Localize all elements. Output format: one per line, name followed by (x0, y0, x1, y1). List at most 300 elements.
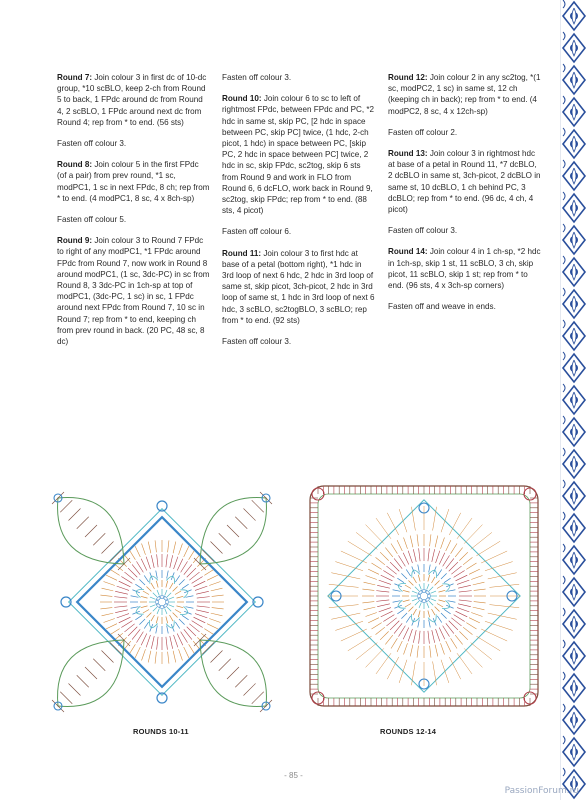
stitch-symbol (435, 645, 438, 657)
instruction-paragraph (388, 225, 541, 236)
stitch-symbol (182, 584, 189, 588)
crochet-diagram-rounds-10-11 (50, 490, 275, 715)
stitch-symbol (458, 585, 471, 588)
petal-stitch (93, 533, 105, 545)
border-tile-curl (563, 32, 565, 40)
stitch-symbol (446, 641, 451, 652)
stitch-symbol (459, 591, 472, 592)
stitch-symbol (179, 543, 183, 554)
stitch-symbol (364, 582, 376, 585)
stitch-symbol (405, 585, 411, 589)
instruction-paragraph (222, 248, 375, 326)
stitch-symbol (196, 591, 209, 594)
stitch-symbol (181, 561, 188, 572)
stitch-symbol (181, 632, 188, 643)
round-heading: Round 8: (57, 160, 93, 170)
stitch-symbol (413, 609, 417, 615)
fan-stitch (489, 584, 519, 587)
fan-stitch (464, 648, 482, 667)
stitch-symbol (195, 614, 207, 618)
stitch-symbol (150, 605, 156, 607)
diagram-caption-right: ROUNDS 12-14 (380, 727, 437, 736)
stitch-symbol (412, 591, 418, 593)
stitch-symbol (438, 590, 445, 592)
stitch-symbol (143, 610, 149, 614)
fan-stitch (481, 629, 507, 641)
petal-stitch (227, 525, 239, 537)
stitch-symbol (146, 586, 151, 591)
stitch-symbol (168, 652, 169, 664)
stitch-symbol (397, 540, 402, 551)
stitch-symbol (419, 602, 421, 608)
border-tile-petal (572, 712, 576, 728)
stitch-symbol (413, 549, 416, 562)
stitch-symbol (175, 575, 179, 582)
stitch-symbol (102, 613, 114, 616)
petal-stitch (235, 517, 247, 529)
border-tile-petal (572, 328, 576, 344)
stitch-symbol (173, 586, 178, 591)
stitch-symbol (103, 582, 114, 586)
stitch-symbol (437, 616, 441, 623)
stitch-symbol (186, 607, 194, 609)
stitch-symbol (432, 577, 436, 583)
petal-arc (166, 576, 174, 584)
border-tile-petal (572, 72, 576, 88)
border-tile-petal (572, 680, 576, 696)
stitch-symbol (418, 610, 420, 617)
stitch-symbol (444, 609, 451, 613)
fan-stitch (485, 621, 513, 630)
petal-stitch (252, 500, 264, 512)
stitch-symbol (404, 537, 408, 548)
border-tile-curl (563, 384, 565, 392)
border-tile-petal (572, 648, 576, 664)
fan-stitch (329, 605, 359, 608)
stitch-symbol (151, 636, 154, 649)
stitch-symbol (412, 599, 418, 601)
corner-petal (200, 498, 266, 564)
round-heading: Round 12: (388, 73, 428, 82)
stitch-symbol (196, 610, 209, 613)
stitch-symbol (377, 585, 390, 588)
stitch-symbol (413, 577, 417, 583)
petal-arc (136, 590, 144, 598)
stitch-symbol (167, 571, 169, 579)
petal-arc (428, 570, 436, 578)
stitch-symbol (391, 638, 397, 648)
stitch-symbol (146, 635, 150, 647)
stitch-symbol (437, 604, 443, 608)
stitch-symbol (141, 634, 147, 646)
stitch-symbol (135, 546, 140, 557)
stitch-symbol (166, 616, 168, 623)
stitch-symbol (103, 619, 114, 623)
border-tile-petal (572, 584, 576, 600)
fan-stitch (366, 648, 384, 667)
stitch-symbol (115, 591, 128, 594)
stitch-symbol (410, 645, 413, 657)
stitch-symbol (365, 576, 376, 580)
fan-stitch (441, 509, 449, 532)
fan-stitch (399, 509, 407, 532)
stitch-symbol (177, 559, 183, 571)
page-number: - 85 - (284, 771, 303, 780)
stitch-symbol (141, 596, 148, 598)
border-tile-petal (572, 552, 576, 568)
petal-stitch (77, 517, 89, 529)
stitch-symbol (195, 586, 207, 590)
stitch-symbol (455, 635, 462, 644)
petal-arc (442, 600, 450, 608)
round-text: Join colour 5 in the first FPdc (of a pair) from prev round, *1 sc, modPC1, 1 sc in next FPdc, 8 ch; rep from * to end. (4 modPC1, 8 sc, 4 x 8ch-sp) (57, 160, 210, 203)
stitch-symbol (418, 575, 420, 582)
fan-stitch (387, 513, 398, 535)
stitch-symbol (150, 597, 156, 599)
stitch-symbol (100, 595, 112, 596)
stitch-symbol (135, 584, 142, 588)
round-text: Fasten off colour 3. (388, 226, 458, 236)
petal-arc (412, 614, 420, 622)
stitch-symbol (184, 546, 189, 557)
instruction-paragraph (222, 336, 375, 347)
border-tile-petal (572, 360, 576, 376)
stitch-symbol (115, 610, 128, 613)
round-text: Fasten off colour 6. (222, 227, 292, 237)
round-heading: Round 13: (388, 149, 428, 159)
border-tile-petal (572, 424, 576, 440)
stitch-symbol (415, 587, 419, 591)
petal-stitch (252, 692, 264, 704)
instruction-paragraph (57, 235, 210, 347)
stitch-symbol (211, 613, 223, 616)
stitch-symbol (173, 651, 176, 663)
stitch-symbol (100, 608, 112, 609)
stitch-symbol (419, 584, 421, 590)
stitch-symbol (192, 621, 203, 628)
border-tile-petal (572, 616, 576, 632)
stitch-symbol (114, 597, 127, 598)
stitch-symbol (182, 615, 189, 619)
diagram-caption-left: ROUNDS 10-11 (133, 727, 189, 736)
stitch-symbol (393, 590, 401, 592)
stitch-symbol (156, 616, 158, 623)
stitch-symbol (463, 557, 472, 564)
round-text: Fasten off colour 3. (222, 73, 292, 82)
stitch-symbol (167, 626, 169, 634)
stitch-symbol (466, 623, 476, 629)
petal-stitch (102, 651, 114, 663)
stitch-symbol (401, 573, 407, 579)
stitch-symbol (417, 534, 418, 546)
stitch-symbol (404, 643, 408, 654)
stitch-symbol (443, 555, 450, 566)
stitch-symbol (212, 608, 224, 609)
corner-petal (58, 640, 124, 706)
stitch-symbol (175, 610, 181, 614)
stitch-symbol (408, 551, 412, 563)
stitch-symbol (146, 557, 150, 569)
border-tile-curl (563, 288, 565, 296)
petal-stitch (227, 667, 239, 679)
stitch-symbol (459, 631, 467, 639)
stitch-symbol (441, 613, 447, 619)
stitch-symbol (142, 543, 146, 554)
stitch-symbol (429, 565, 431, 573)
stitch-symbol (435, 580, 440, 585)
stitch-symbol (455, 548, 462, 557)
stitch-symbol (456, 611, 468, 617)
stitch-symbol (173, 542, 176, 554)
stitch-symbol (156, 626, 158, 634)
stitch-symbol (437, 585, 443, 589)
stitch-symbol (430, 646, 431, 658)
stitch-symbol (454, 570, 465, 577)
stitch-symbol (131, 596, 139, 598)
stitch-symbol (408, 607, 413, 612)
stitch-symbol (194, 581, 206, 587)
border-tile-curl (563, 96, 565, 104)
stitch-symbol (155, 652, 156, 664)
instruction-paragraph (222, 93, 375, 216)
petal-stitch (77, 675, 89, 687)
stitch-symbol (192, 576, 203, 583)
stitch-symbol (473, 582, 485, 585)
stitch-symbol (362, 602, 374, 603)
stitch-symbol (436, 551, 440, 563)
round-text: Join colour 3 in rightmost hdc at base of a petal in Round 11, *7 dcBLO, 2 dcBLO in same st, 3ch-picot, 2 dcBLO in same st, 10 dcBLO, 1 ch behind PC, 3 dcBLO; rep from * to end. (96 dc, 4 ch, 4 picot) (388, 149, 541, 215)
border-tile-petal (572, 8, 576, 24)
stitch-symbol (131, 607, 139, 609)
stitch-symbol (209, 582, 220, 586)
stitch-symbol (441, 537, 445, 548)
stitch-symbol (463, 627, 472, 634)
stitch-symbol (441, 643, 445, 654)
stitch-symbol (383, 615, 394, 622)
fan-stitch (376, 518, 391, 539)
stitch-symbol (471, 613, 482, 617)
stitch-symbol (429, 601, 433, 605)
stitch-symbol (168, 605, 174, 607)
fan-stitch (471, 643, 492, 660)
stitch-symbol (135, 615, 142, 619)
round-text: Join colour 3 to first hdc at base of a petal (bottom right), *1 hdc in 3rd loop of next 6 hdc, 2 hdc in 3rd loop of same st, skip picot, 3ch-picot, 2 hdc in 3rd loop of same st, 1 hdc in 3rd loop of next 6 hdc, 3 scBLO, sc2togBLO, 3 scBLO; rep from * to end. (92 sts) (222, 248, 375, 325)
stitch-symbol (372, 563, 382, 569)
stitch-symbol (456, 575, 468, 581)
stitch-symbol (436, 629, 440, 641)
stitch-symbol (144, 575, 148, 582)
text-column-1 (57, 72, 210, 357)
stitch-symbol (391, 544, 397, 554)
stitch-symbol (139, 619, 145, 625)
stitch-symbol (427, 584, 429, 590)
fan-stitch (441, 660, 449, 683)
border-tile-curl (563, 608, 565, 616)
fan-stitch (476, 541, 500, 556)
fan-stitch (464, 525, 482, 544)
stitch-symbol (398, 555, 405, 566)
border-tile-curl (563, 672, 565, 680)
stitch-symbol (448, 601, 456, 603)
stitch-symbol (385, 548, 392, 557)
stitch-symbol (446, 540, 451, 551)
stitch-symbol (469, 569, 480, 574)
stitch-symbol (439, 628, 445, 640)
stitch-symbol (139, 579, 145, 585)
fan-stitch (449, 657, 460, 679)
round-heading: Round 11: (222, 248, 262, 258)
fan-stitch (356, 643, 377, 660)
border-tile-petal (572, 168, 576, 184)
stitch-symbol (117, 586, 129, 590)
stitch-symbol (372, 623, 382, 629)
stitch-symbol (106, 575, 117, 580)
petal-stitch (244, 684, 256, 696)
corner-picot (157, 501, 167, 511)
stitch-symbol (458, 604, 471, 607)
fan-stitch (329, 584, 359, 587)
stitch-symbol (174, 557, 178, 569)
stitch-symbol (117, 614, 129, 618)
border-tile-curl (563, 0, 565, 8)
stitch-symbol (397, 609, 404, 613)
stitch-symbol (141, 606, 148, 608)
stitch-symbol (408, 629, 412, 641)
stitch-symbol (157, 608, 159, 614)
stitch-symbol (165, 590, 167, 596)
petal-stitch (102, 542, 114, 554)
stitch-symbol (166, 581, 168, 588)
stitch-symbol (376, 557, 385, 564)
instruction-paragraph (388, 301, 541, 312)
petal-stitch (85, 525, 97, 537)
stitch-symbol (419, 548, 420, 561)
border-tile-petal (572, 520, 576, 536)
stitch-symbol (432, 549, 435, 562)
stitch-symbol (383, 570, 394, 577)
round-heading: Round 9: (57, 236, 93, 246)
stitch-symbol (406, 569, 410, 576)
stitch-symbol (166, 554, 167, 567)
stitch-symbol (197, 606, 210, 607)
border-tile-curl (563, 256, 565, 264)
stitch-symbol (430, 591, 436, 593)
stitch-symbol (469, 618, 480, 623)
corner-picot (253, 597, 263, 607)
round-heading: Round 14: (388, 247, 428, 257)
instruction-paragraph (222, 226, 375, 237)
stitch-symbol (451, 638, 457, 648)
stitch-symbol (428, 548, 429, 561)
instruction-paragraph (388, 127, 541, 138)
fan-stitch (335, 621, 363, 630)
round-text: Fasten off and weave in ends. (388, 302, 496, 312)
petal-stitch (93, 659, 105, 671)
corner-picot (61, 597, 71, 607)
instruction-paragraph (57, 138, 210, 149)
fan-stitch (376, 653, 391, 674)
stitch-symbol (170, 636, 173, 649)
stitch-symbol (153, 607, 157, 611)
stitch-symbol (444, 578, 451, 582)
fan-stitch (457, 653, 472, 674)
stitch-symbol (151, 555, 154, 568)
stitch-symbol (142, 649, 146, 660)
petal-stitch (60, 500, 72, 512)
stitch-symbol (417, 646, 418, 658)
instruction-paragraph (388, 72, 541, 117)
border-tile-curl (563, 64, 565, 72)
stitch-symbol (471, 576, 482, 580)
border-tile-curl (563, 128, 565, 136)
fan-stitch (387, 657, 398, 679)
petal-stitch (60, 692, 72, 704)
stitch-symbol (430, 599, 436, 601)
stitch-symbol (184, 647, 189, 658)
instruction-paragraph (388, 148, 541, 215)
border-tile-curl (563, 480, 565, 488)
stitch-symbol (474, 589, 486, 590)
stitch-symbol (179, 649, 183, 660)
petal-stitch (219, 659, 231, 671)
border-tile-petal (572, 296, 576, 312)
round-text: Fasten off colour 3. (57, 139, 127, 149)
border-tile-curl (563, 160, 565, 168)
instruction-paragraph (57, 72, 210, 128)
stitch-symbol (157, 554, 158, 567)
text-column-2 (222, 72, 375, 357)
fan-stitch (489, 605, 519, 608)
stitch-symbol (170, 615, 174, 621)
stitch-symbol (146, 613, 151, 618)
stitch-symbol (176, 596, 183, 598)
stitch-symbol (380, 552, 388, 560)
stitch-symbol (175, 622, 179, 629)
stitch-symbol (457, 608, 469, 612)
stitch-symbol (379, 608, 391, 612)
stitch-symbol (119, 581, 131, 587)
stitch-symbol (410, 536, 413, 548)
border-tile-petal (572, 456, 576, 472)
stitch-symbol (148, 651, 151, 663)
round-heading: Round 7: (57, 73, 93, 82)
crochet-diagram-rounds-12-14 (290, 478, 558, 714)
stitch-symbol (403, 553, 409, 565)
stitch-symbol (364, 607, 376, 610)
fan-stitch (341, 629, 367, 641)
petal-arc (398, 584, 406, 592)
stitch-symbol (368, 618, 379, 623)
petal-arc (180, 606, 188, 614)
stitch-symbol (106, 624, 117, 629)
stitch-symbol (211, 588, 223, 591)
border-tile-curl (563, 192, 565, 200)
stitch-symbol (167, 593, 171, 597)
stitch-symbol (167, 607, 171, 611)
stitch-symbol (466, 563, 476, 569)
border-tile-petal (572, 264, 576, 280)
fan-stitch (476, 636, 500, 651)
fan-stitch (366, 525, 384, 544)
stitch-symbol (151, 583, 155, 589)
stitch-symbol (368, 569, 379, 574)
stitch-symbol (102, 588, 114, 591)
stitch-symbol (397, 641, 402, 652)
stitch-symbol (415, 601, 419, 605)
fan-stitch (348, 541, 372, 556)
round-text: Fasten off colour 3. (222, 337, 292, 347)
fan-stitch (356, 532, 377, 549)
